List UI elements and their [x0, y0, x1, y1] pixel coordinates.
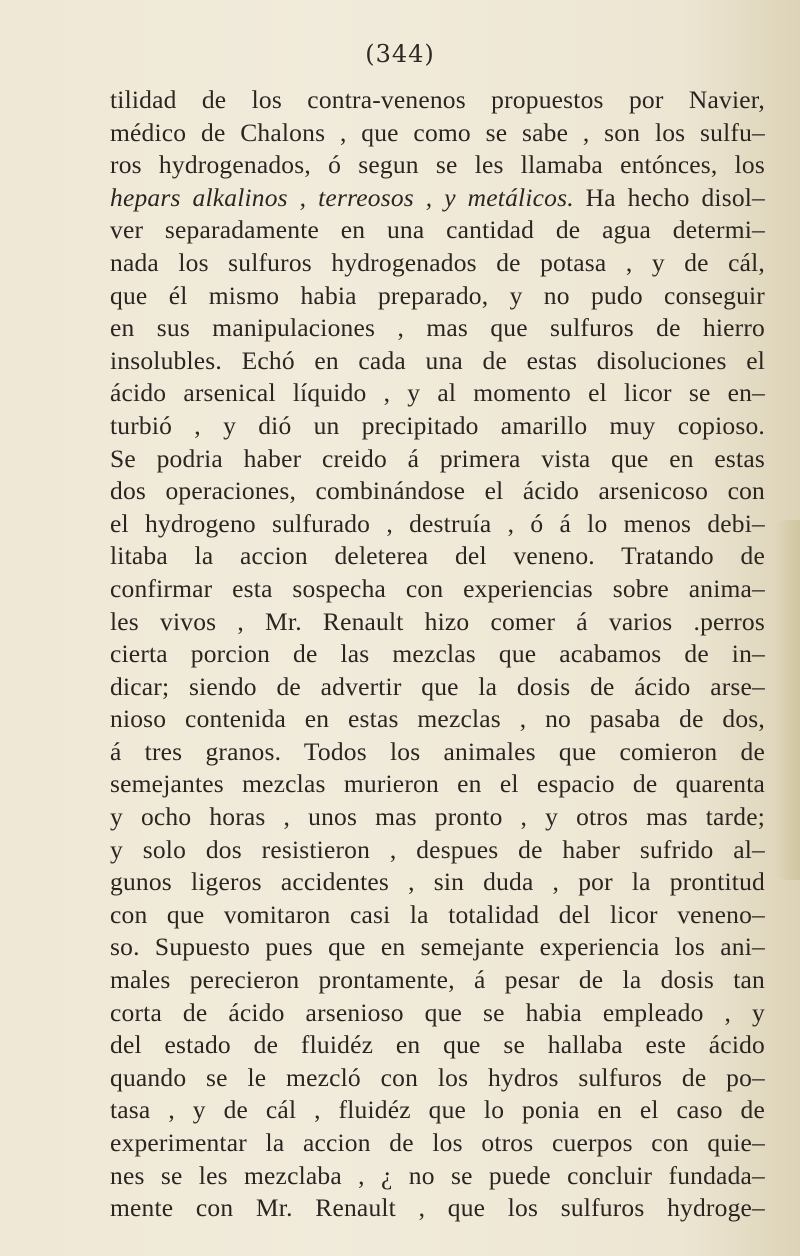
text-line [110, 312, 765, 345]
text-segment: nes se les mezclaba , ¿ no se puede concluir fundada– [110, 1160, 765, 1190]
italic-text: hepars alkalinos , terreosos , y metálicos. [110, 182, 574, 212]
text-segment: les vivos , Mr. Renault hizo comer á varios .perros [110, 606, 765, 636]
text-segment: el hydrogeno sulfurado , destruía , ó á lo menos debi– [110, 508, 765, 538]
text-line [110, 410, 765, 443]
text-segment: cierta porcion de las mezclas que acabamos de in– [110, 639, 765, 669]
text-line [110, 540, 765, 573]
text-segment: litaba la accion deleterea del veneno. Tratando de [110, 541, 765, 571]
text-segment: que él mismo habia preparado, y no pudo conseguir [110, 280, 765, 310]
text-line [110, 508, 765, 541]
text-line [110, 1127, 765, 1160]
text-segment: Ha hecho disol– [573, 182, 766, 212]
text-line [110, 703, 765, 736]
text-line [110, 964, 765, 997]
text-segment: y solo dos resistieron , despues de haber sufrido al– [110, 834, 765, 864]
text-segment: turbió , y dió un precipitado amarillo muy copioso. [110, 410, 765, 440]
text-segment: nada los sulfuros hydrogenados de potasa , y de cál, [110, 247, 765, 277]
text-segment: ros hydrogenados, ó segun se les llamaba entónces, los [110, 150, 765, 180]
text-line [110, 866, 765, 899]
text-segment: á tres granos. Todos los animales que comieron de [110, 736, 765, 766]
text-line [110, 149, 765, 182]
text-line [110, 1192, 765, 1225]
text-line [110, 182, 765, 215]
page-edge-stain [774, 520, 800, 880]
text-segment: ácido arsenical líquido , y al momento el licor se en– [110, 378, 765, 408]
text-segment: en sus manipulaciones , mas que sulfuros de hierro [110, 313, 765, 343]
text-segment: confirmar esta sospecha con experiencias sobre anima– [110, 573, 765, 603]
text-line [110, 443, 765, 476]
text-line [110, 899, 765, 932]
text-segment: quando se le mezcló con los hydros sulfuros de po– [110, 1062, 765, 1092]
text-line [110, 1094, 765, 1127]
text-line [110, 997, 765, 1030]
text-segment: con que vomitaron casi la totalidad del licor veneno– [110, 899, 765, 929]
text-line [110, 247, 765, 280]
text-segment: y ocho horas , unos mas pronto , y otros mas tarde; [110, 802, 765, 832]
text-line [110, 345, 765, 378]
text-line [110, 768, 765, 801]
text-line [110, 214, 765, 247]
page-number: (344) [365, 40, 435, 68]
text-segment: experimentar la accion de los otros cuerpos con quie– [110, 1128, 765, 1157]
text-segment: insolubles. Echó en cada una de estas disoluciones el [110, 345, 765, 375]
text-segment: gunos ligeros accidentes , sin duda , por la prontitud [110, 867, 765, 897]
text-segment: males perecieron prontamente, á pesar de la dosis tan [110, 965, 765, 995]
text-segment: nioso contenida en estas mezclas , no pasaba de dos, [110, 704, 765, 734]
text-line [110, 573, 765, 606]
text-line [110, 1062, 765, 1095]
text-line [110, 377, 765, 410]
text-segment: semejantes mezclas murieron en el espacio de quarenta [110, 769, 765, 799]
text-segment: mente con Mr. Renault , que los sulfuros hydroge– [110, 1193, 765, 1223]
text-line [110, 1160, 765, 1193]
text-line [110, 475, 765, 508]
text-segment: tasa , y de cál , fluidéz que lo ponia en el caso de [110, 1095, 765, 1125]
text-segment: Se podria haber creido á primera vista que en estas [110, 443, 765, 473]
text-segment: ver separadamente en una cantidad de agua determi– [110, 215, 765, 245]
text-segment: del estado de fluidéz en que se hallaba este ácido [110, 1030, 765, 1060]
text-segment: corta de ácido arsenioso que se habia empleado , y [110, 997, 765, 1027]
text-line [110, 834, 765, 867]
text-segment: dos operaciones, combinándose el ácido arsenicoso con [110, 476, 765, 506]
text-line [110, 638, 765, 671]
text-line [110, 931, 765, 964]
text-line [110, 84, 765, 117]
text-line [110, 280, 765, 313]
text-line [110, 801, 765, 834]
text-segment: médico de Chalons , que como se sabe , son los sulfu– [110, 117, 765, 147]
body-text [110, 84, 765, 1225]
text-line [110, 606, 765, 639]
text-segment: tilidad de los contra-venenos propuestos por Navier, [110, 85, 765, 114]
text-line [110, 671, 765, 704]
text-segment: dicar; siendo de advertir que la dosis de ácido arse– [110, 671, 765, 701]
text-line [110, 736, 765, 769]
text-segment: so. Supuesto pues que en semejante experiencia los ani– [110, 932, 765, 962]
text-line [110, 1029, 765, 1062]
text-line [110, 117, 765, 150]
